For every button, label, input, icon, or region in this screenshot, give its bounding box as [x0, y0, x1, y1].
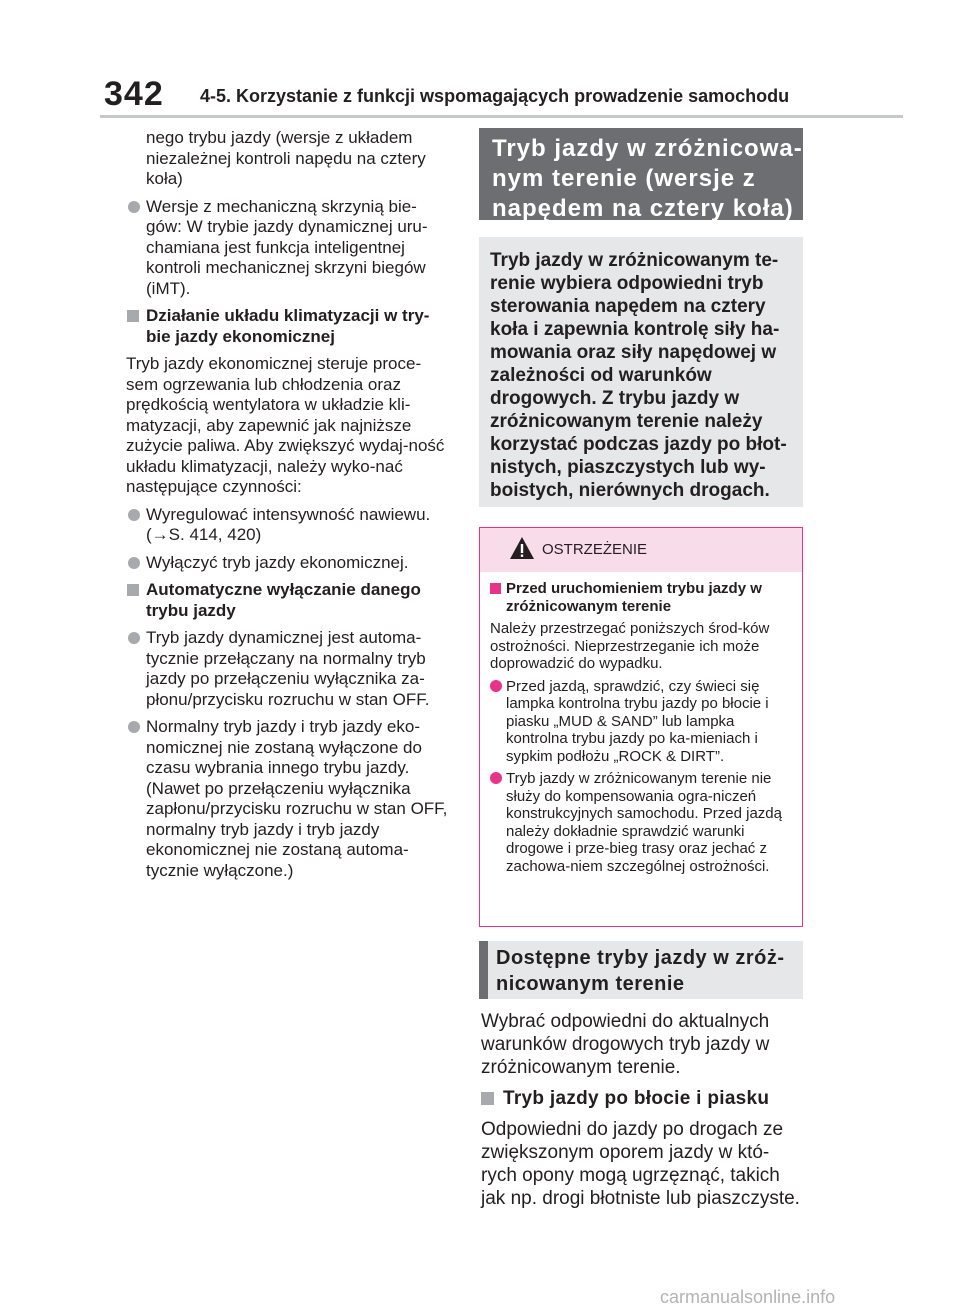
- left-column: [126, 128, 452, 888]
- bullet-item: Tryb jazdy dynamicznej jest automa-tycznie przełączany na normalny tryb jazdy po przełączeniu wyłącznika za-płonu/przycisku rozruchu w stan OFF.: [126, 628, 452, 710]
- lead-box: Tryb jazdy w zróżnicowanym te-renie wybiera odpowiedni tryb sterowania napędem na cztery koła i zapewnia kontrolę siły ha-mowania oraz siły napędowej w zależności od warunków drogowych. Z trybu jazdy w zróżnicowanym terenie należy korzystać podczas jazdy po błot-nistych, piaszczystych lub wy-boistych, nierównych drogach.: [479, 237, 803, 507]
- warning-body: [480, 572, 802, 875]
- warning-bullet: Przed jazdą, sprawdzić, czy świeci się lampka kontrolna trybu jazdy po błocie i piasku „MUD & SAND” lub lampka kontrolna trybu jazdy po ka-mieniach i sypkim podłożu „ROCK & DIRT”.: [490, 678, 796, 766]
- warning-triangle-icon: [509, 536, 535, 560]
- header-rule: [100, 115, 903, 118]
- bullet-item: Wyłączyć tryb jazdy ekonomicznej.: [126, 553, 452, 574]
- section-title-box: Tryb jazdy w zróżnicowa-nym terenie (wersje z napędem na cztery koła): [479, 128, 803, 220]
- warning-box: [479, 527, 803, 927]
- subheading: Automatyczne wyłączanie danego trybu jazdy: [126, 580, 452, 621]
- warning-header: [480, 528, 802, 572]
- watermark: carmanualsonline.info: [660, 1287, 836, 1307]
- warning-paragraph: Należy przestrzegać poniższych środ-ków ostrożności. Nieprzestrzeganie ich może doprowadzić do wypadku.: [490, 620, 770, 672]
- bullet-item: Wyregulować intensywność nawiewu. (→S. 414, 420): [126, 505, 452, 546]
- right-text: [481, 1010, 803, 1218]
- subsection-title-box: Dostępne tryby jazdy w zróż-nicowanym terenie: [479, 941, 803, 999]
- subheading: Tryb jazdy po błocie i piasku: [481, 1087, 803, 1110]
- bullet-item: Wersje z mechaniczną skrzynią bie-gów: W trybie jazdy dynamicznej uru-chamiana jest funkcja inteligentnej kontroli mechanicznej skrzyni biegów (iMT).: [126, 197, 452, 300]
- chapter-title: 4-5. Korzystanie z funkcji wspomagających prowadzenie samochodu: [200, 86, 790, 106]
- paragraph: nego trybu jazdy (wersje z układem niezależnej kontroli napędu na cztery koła): [146, 128, 426, 188]
- paragraph: Tryb jazdy ekonomicznej steruje proce-sem ogrzewania lub chłodzenia oraz prędkością wentylatora w układzie kli-matyzacji, aby zapewnić jak najniższe zużycie paliwa. Aby zwiększyć wydaj-ność układu klimatyzacji, należy wyko-nać następujące czynności:: [126, 354, 445, 496]
- paragraph: Odpowiedni do jazdy po drogach ze zwiększonym oporem jazdy w któ-rych opony mogą ugrzęznąć, takich jak np. drogi błotniste lub piaszczyste.: [481, 1119, 800, 1209]
- paragraph: Wybrać odpowiedni do aktualnych warunków drogowych tryb jazdy w zróżnicowanym terenie.: [481, 1011, 770, 1078]
- warning-bullet: Tryb jazdy w zróżnicowanym terenie nie służy do kompensowania ogra-niczeń konstrukcyjnych samochodu. Przed jazdą należy dokładnie sprawdzić warunki drogowe i prze-bieg trasy oraz jechać z zachowa-niem szczególnej ostrożności.: [490, 770, 796, 875]
- subheading: Działanie układu klimatyzacji w try-bie jazdy ekonomicznej: [126, 306, 452, 347]
- warning-label: OSTRZEŻENIE: [542, 541, 648, 558]
- warning-subheading: Przed uruchomieniem trybu jazdy w zróżnicowanym terenie: [490, 580, 796, 615]
- page-number: 342: [104, 75, 164, 113]
- bullet-item: Normalny tryb jazdy i tryb jazdy eko-nomicznej nie zostaną wyłączone do czasu wybrania innego trybu jazdy. (Nawet po przełączeniu wyłącznika zapłonu/przycisku rozruchu w stan OFF, normalny tryb jazdy i tryb jazdy ekonomicznej nie zostaną automa-tycznie wyłączone.): [126, 717, 452, 881]
